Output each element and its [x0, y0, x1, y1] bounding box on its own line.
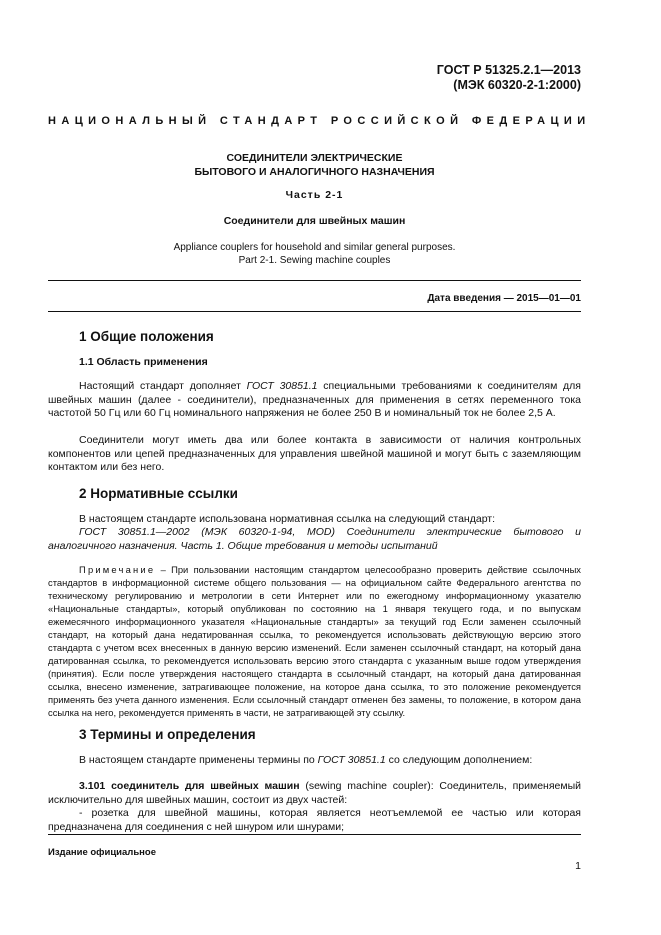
part-label: Часть 2-1 — [285, 189, 344, 201]
section-2-note — [48, 563, 581, 719]
section-2-reference: ГОСТ 30851.1—2002 (МЭК 60320-1-94, MOD) Соединители электрические бытового и аналогичного назначения. Часть 1. Общие требования и методы испытаний — [48, 526, 581, 552]
introduction-date: Дата введения — 2015—01—01 — [427, 293, 581, 304]
definition-term: 3.101 соединитель для швейных машин — [79, 780, 300, 792]
official-edition-label: Издание официальное — [48, 847, 156, 858]
section-1-1-heading: 1.1 Область применения — [79, 356, 208, 368]
section-2-paragraph-1: В настоящем стандарте использована нормативная ссылка на следующий стандарт: — [79, 513, 496, 525]
divider-date — [48, 311, 581, 312]
page-number: 1 — [575, 860, 581, 872]
standard-number-block — [437, 63, 581, 93]
document-subtitle: Соединители для швейных машин — [223, 215, 406, 227]
iec-number: (МЭК 60320-2-1:2000) — [453, 78, 581, 92]
title-line-2: БЫТОВОГО И АНАЛОГИЧНОГО НАЗНАЧЕНИЯ — [194, 166, 435, 178]
divider-top — [48, 280, 581, 281]
definition-3-101 — [48, 780, 581, 807]
reference-gost-2: ГОСТ 30851.1 — [317, 754, 386, 766]
national-standard-banner: НАЦИОНАЛЬНЫЙ СТАНДАРТ РОССИЙСКОЙ ФЕДЕРАЦИИ — [48, 115, 591, 127]
english-title — [48, 241, 581, 267]
divider-bottom — [48, 834, 581, 835]
section-1-paragraph-1: Настоящий стандарт дополняет ГОСТ 30851.1 специальными требованиями к соединителям для швейных машин (далее - соединители), предназначенных для применения в сетях переменного тока частотой 50 Гц или 60 Гц номинального напряжения не более 250 В и номинальный ток не более 2,5 А. — [48, 380, 581, 420]
section-1-heading: 1 Общие положения — [79, 329, 214, 344]
reference-gost: ГОСТ 30851.1 — [246, 380, 318, 392]
standard-number: ГОСТ Р 51325.2.1—2013 — [436, 63, 581, 77]
note-label: Примечание — [79, 564, 156, 575]
definition-item-1: - розетка для швейной машины, которая является неотъемлемой ее частью или которая предназначена для соединения с ней шнуром или шнурами; — [48, 807, 581, 833]
section-3-paragraph-1: В настоящем стандарте применены термины по ГОСТ 30851.1 со следующим дополнением: — [79, 754, 533, 766]
english-title-line-2: Part 2-1. Sewing machine couples — [238, 255, 391, 266]
definition-text: (sewing machine coupler): Соединитель, применяемый исключительно для швейных машин, состоит из двух частей: — [48, 780, 581, 806]
english-title-line-1: Appliance couplers for household and similar general purposes. — [173, 242, 456, 253]
section-3-heading: 3 Термины и определения — [79, 727, 256, 742]
document-title — [48, 151, 581, 179]
section-1-paragraph-2: Соединители могут иметь два или более контакта в зависимости от наличия контрольных компонентов или цепей предназначенных для управления швейной машиной и могут быть с заземляющим контактом или без него. — [48, 434, 581, 474]
note-text: – При пользовании настоящим стандартом целесообразно проверить действие ссылочных стандартов в информационной системе общего пользования — на официальном сайте Федерального агентства по техническому регулированию и метрологии в сети Интернет или по ежегодному информационному указателю «Национальные стандарты», который опубликован по состоянию на 1 января текущего года, и по выпускам ежемесячного информационного указателя «Национальные стандарты» за текущий год Если заменен ссылочный стандарт, на который дана недатированная ссылка, то рекомендуется использовать действующую версию этого стандарта с учетом всех внесенных в данную версию изменений. Если заменен ссылочный стандарт, на который дана датированная ссылка, то рекомендуется использовать версию этого стандарта с указанным выше годом утверждения (принятия). Если после утверждения настоящего стандарта в ссылочный стандарт, на который дана датированная ссылка, внесено изменение, затрагивающее положение, на которое дана ссылка, то это положение рекомендуется применять без учета данного изменения. Если ссылочный стандарт отменен без замены, то положение, в котором дана ссылка на него, рекомендуется применять в части, не затрагивающей эту ссылку. — [48, 564, 581, 718]
title-line-1: СОЕДИНИТЕЛИ ЭЛЕКТРИЧЕСКИЕ — [226, 152, 403, 164]
section-2-heading: 2 Нормативные ссылки — [79, 486, 238, 501]
